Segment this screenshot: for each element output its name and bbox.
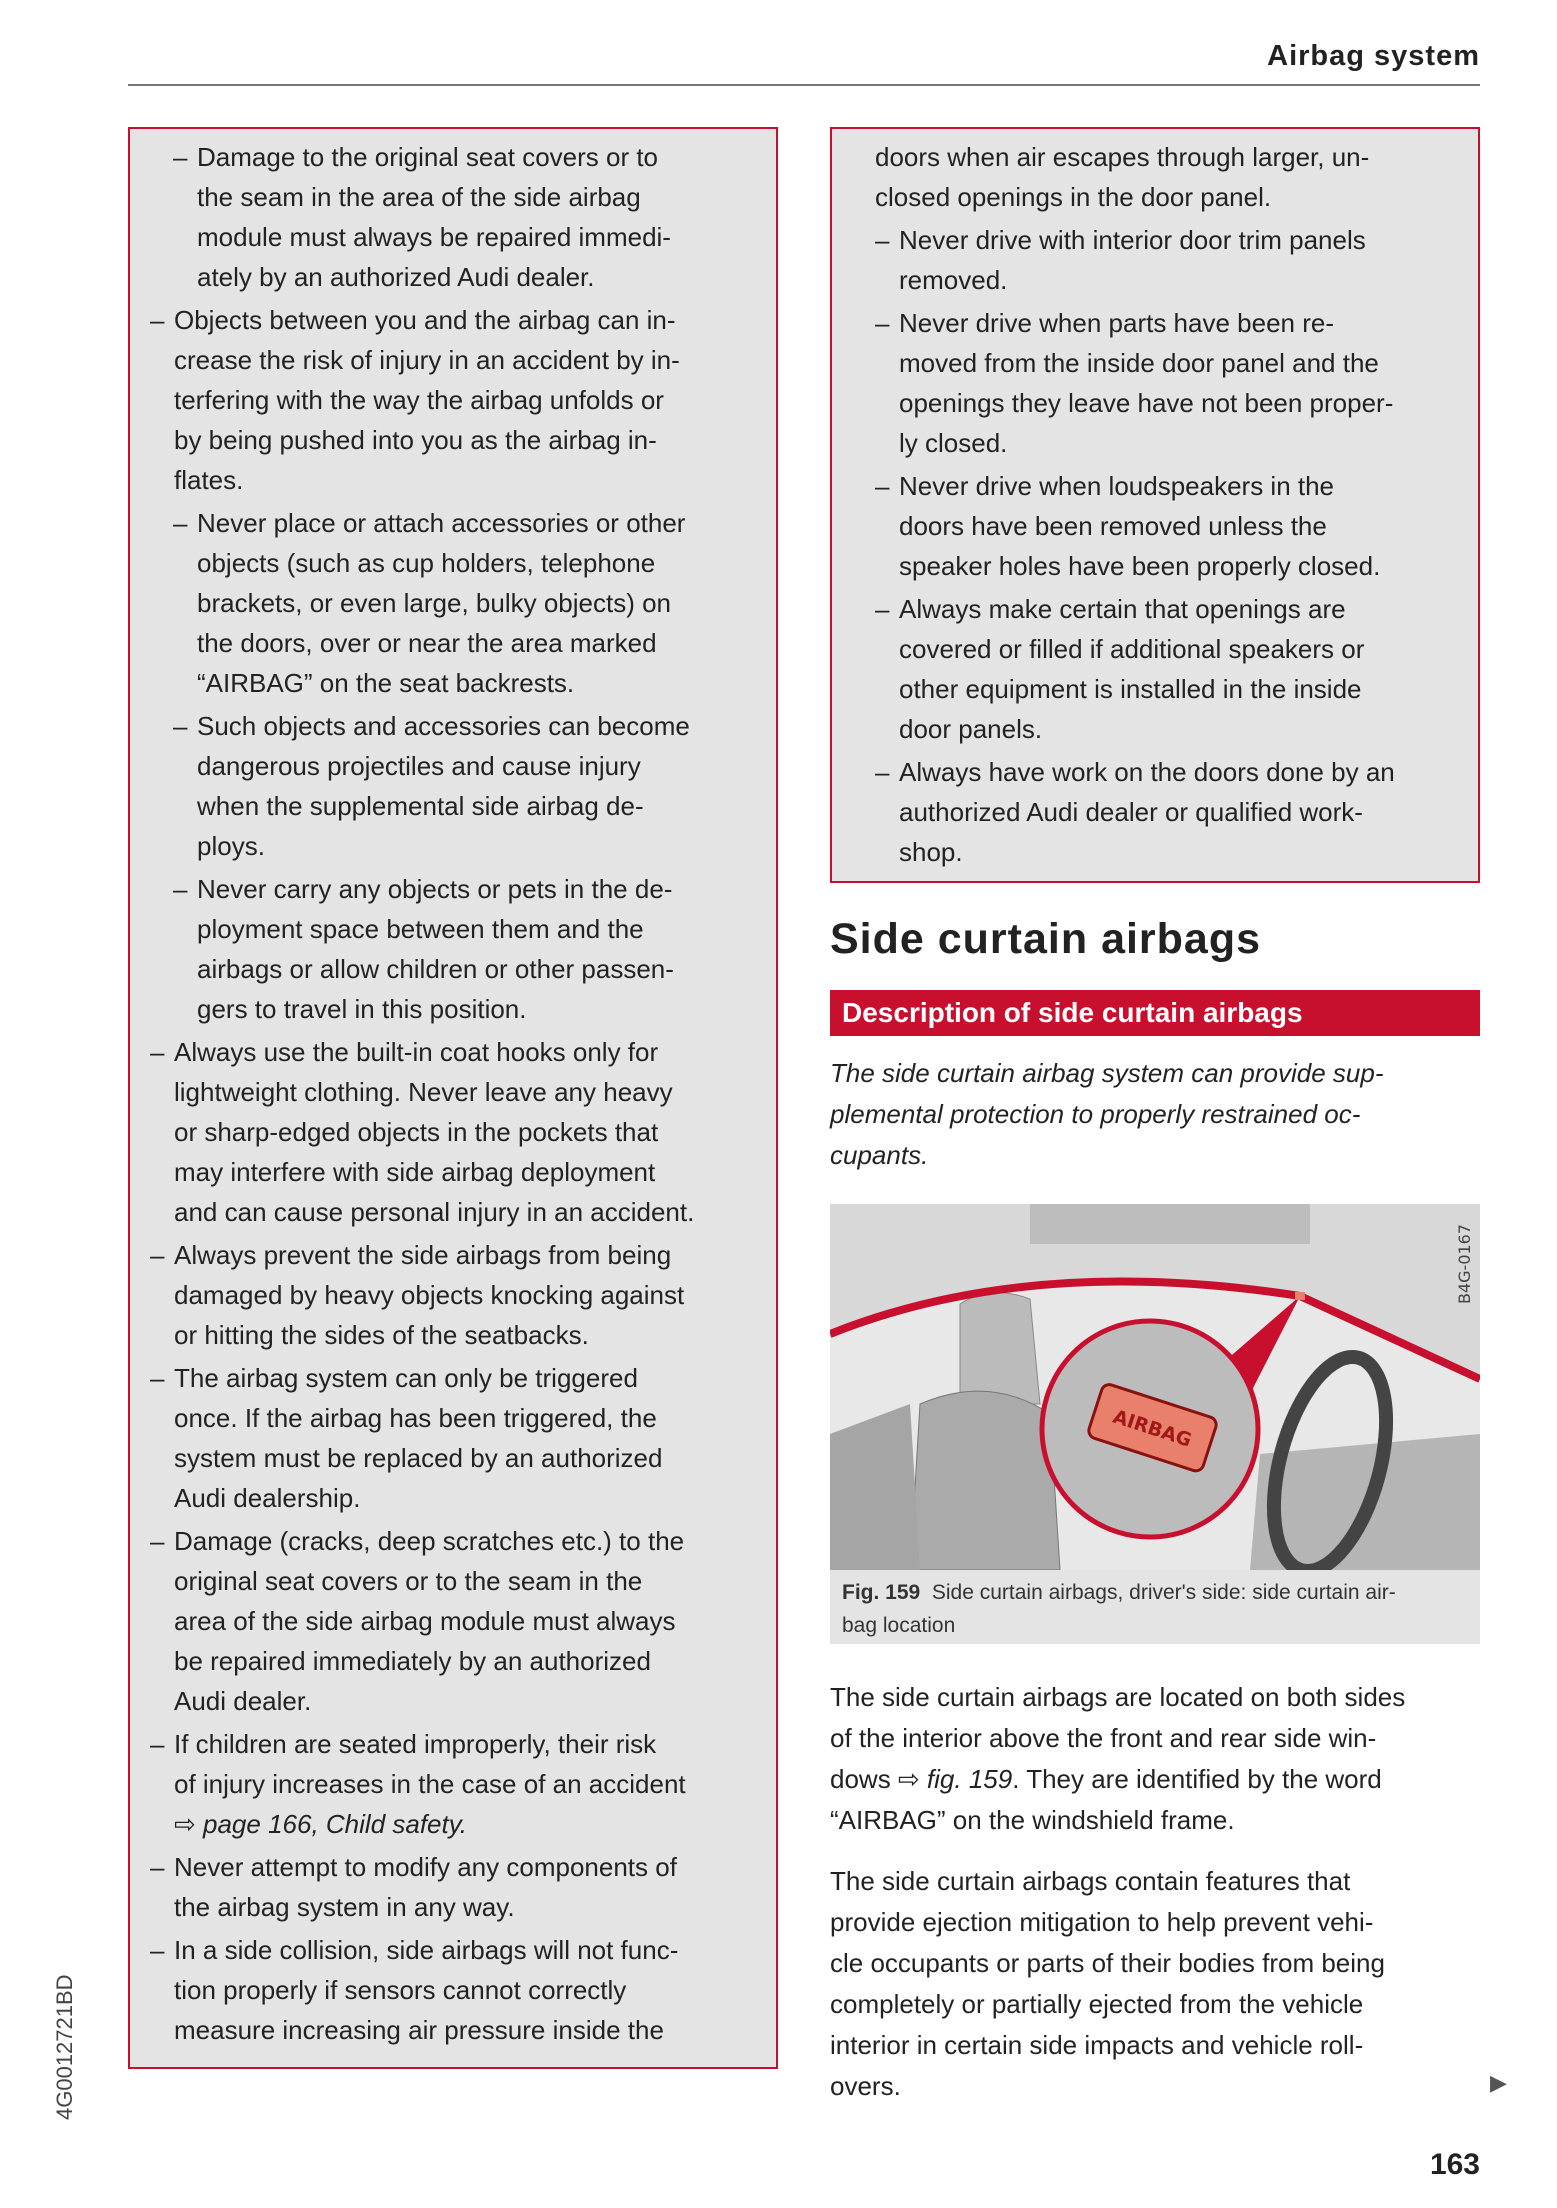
dash-bullet: – xyxy=(150,305,165,335)
dash-bullet: – xyxy=(875,225,890,255)
dash-bullet: – xyxy=(150,1729,165,1759)
warning-list-item xyxy=(130,1847,776,1927)
dash-bullet: – xyxy=(173,874,188,904)
item-text: Objects between you and the airbag can in- crease the risk of injury in an accident by in- terfering with the way the airbag unfolds or by being pushed into you as the airbag in- flates. xyxy=(174,305,680,495)
warning-box-left xyxy=(128,127,778,2069)
item-text: Such objects and accessories can become dangerous projectiles and cause injury when the supplemental side airbag de- ploys. xyxy=(197,711,690,861)
figure-code: B4G-0167 xyxy=(1455,1223,1474,1304)
warning-list-item xyxy=(832,466,1478,586)
dash-bullet: – xyxy=(875,308,890,338)
item-text: Never drive when loudspeakers in the doors have been removed unless the speaker holes have been properly closed. xyxy=(899,471,1381,581)
warning-list-item xyxy=(130,706,776,866)
body-text: . They are identified by the word “AIRBAG” on the windshield frame. xyxy=(830,1764,1382,1835)
dash-bullet: – xyxy=(173,142,188,172)
item-text: If children are seated improperly, their risk of injury increases in the case of an accident xyxy=(174,1729,686,1799)
item-text: Always use the built-in coat hooks only for lightweight clothing. Never leave any heavy or sharp-edged objects in the pockets that may interfere with side airbag deployment and can cause personal injury in an accident. xyxy=(174,1037,695,1227)
item-text: Always make certain that openings are covered or filled if additional speakers or other equipment is installed in the inside door panels. xyxy=(899,594,1365,744)
dash-bullet: – xyxy=(875,594,890,624)
warning-list-item xyxy=(832,220,1478,300)
dash-bullet: – xyxy=(150,1852,165,1882)
warning-list-item xyxy=(832,589,1478,749)
page-link[interactable]: ⇨ page 166, Child safety. xyxy=(174,1809,468,1839)
dash-bullet: – xyxy=(875,471,890,501)
warning-list-item xyxy=(130,300,776,500)
dash-bullet: – xyxy=(875,757,890,787)
dash-bullet: – xyxy=(150,1240,165,1270)
warning-list-item xyxy=(130,1032,776,1232)
body-paragraph-1 xyxy=(830,1677,1490,1841)
item-text: Damage (cracks, deep scratches etc.) to the original seat covers or to the seam in the area of the side airbag module must always be repaired immediately by an authorized Audi dealer. xyxy=(174,1526,685,1716)
figure-159 xyxy=(830,1204,1480,1644)
dash-bullet: – xyxy=(173,508,188,538)
dash-bullet: – xyxy=(150,1935,165,1965)
document-code: 4G0012721BD xyxy=(52,1974,77,2120)
warning-continuation: doors when air escapes through larger, un- closed openings in the door panel. xyxy=(875,142,1370,212)
header-divider xyxy=(128,84,1480,86)
warning-list-item xyxy=(130,869,776,1029)
warning-list-item xyxy=(832,752,1478,872)
warning-list-item xyxy=(130,137,776,297)
figure-caption-text: Side curtain airbags, driver's side: side curtain air- bag location xyxy=(842,1581,1396,1637)
figure-label: Fig. 159 xyxy=(842,1581,921,1604)
figure-caption xyxy=(842,1576,1396,1642)
item-text: The airbag system can only be triggered once. If the airbag has been triggered, the system must be replaced by an authorized Audi dealership. xyxy=(174,1363,663,1513)
item-text: Damage to the original seat covers or to the seam in the area of the side airbag module must always be repaired immedi- ately by an authorized Audi dealer. xyxy=(197,142,671,292)
item-text: Never carry any objects or pets in the de- ployment space between them and the airbags or allow children or other passen- gers to travel in this position. xyxy=(197,874,674,1024)
item-text: Never drive when parts have been re- moved from the inside door panel and the openings they leave have not been proper- ly closed. xyxy=(899,308,1394,458)
dash-bullet: – xyxy=(150,1037,165,1067)
car-interior-illustration xyxy=(830,1204,1480,1570)
warning-list-item xyxy=(130,503,776,703)
body-text: The side curtain airbags are located on both sides of the interior above the front and rear side win- dows xyxy=(830,1682,1406,1794)
dash-bullet: – xyxy=(150,1363,165,1393)
item-text: Never drive with interior door trim panels removed. xyxy=(899,225,1366,295)
page-number: 163 xyxy=(1429,2148,1480,2181)
warning-list-item xyxy=(130,1235,776,1355)
item-text: Never attempt to modify any components of the airbag system in any way. xyxy=(174,1852,677,1922)
item-text: Always have work on the doors done by an authorized Audi dealer or qualified work- shop. xyxy=(899,757,1395,867)
figure-link[interactable]: ⇨ fig. 159 xyxy=(897,1764,1013,1794)
airbag-label: AIRBAG xyxy=(1110,1405,1195,1452)
dash-bullet: – xyxy=(150,1526,165,1556)
subsection-heading: Description of side curtain airbags xyxy=(830,990,1480,1036)
next-page-arrow-icon: ▶ xyxy=(1490,2070,1507,2095)
body-paragraph-2: The side curtain airbags contain features that provide ejection mitigation to help prevent vehi- cle occupants or parts of their bodies from being completely or partially ejected from the vehicle interior in certain side impacts and vehicle roll- overs. xyxy=(830,1866,1385,2101)
item-text: Always prevent the side airbags from being damaged by heavy objects knocking against or hitting the sides of the seatbacks. xyxy=(174,1240,685,1350)
warning-list-item xyxy=(130,1724,776,1844)
chapter-title: Airbag system xyxy=(1267,40,1480,72)
warning-list-item xyxy=(130,1521,776,1721)
item-text: In a side collision, side airbags will not func- tion properly if sensors cannot correctly measure increasing air pressure inside the xyxy=(174,1935,679,2045)
warning-list-item xyxy=(130,1930,776,2050)
warning-box-right xyxy=(830,127,1480,883)
dash-bullet: – xyxy=(173,711,188,741)
section-intro: The side curtain airbag system can provide sup- plemental protection to properly restrained oc- cupants. xyxy=(830,1058,1384,1170)
warning-list-item xyxy=(832,303,1478,463)
item-text: Never place or attach accessories or other objects (such as cup holders, telephone brackets, or even large, bulky objects) on the doors, over or near the area marked “AIRBAG” on the seat backrests. xyxy=(197,508,686,698)
warning-list-item xyxy=(130,1358,776,1518)
section-heading: Side curtain airbags xyxy=(830,915,1262,963)
